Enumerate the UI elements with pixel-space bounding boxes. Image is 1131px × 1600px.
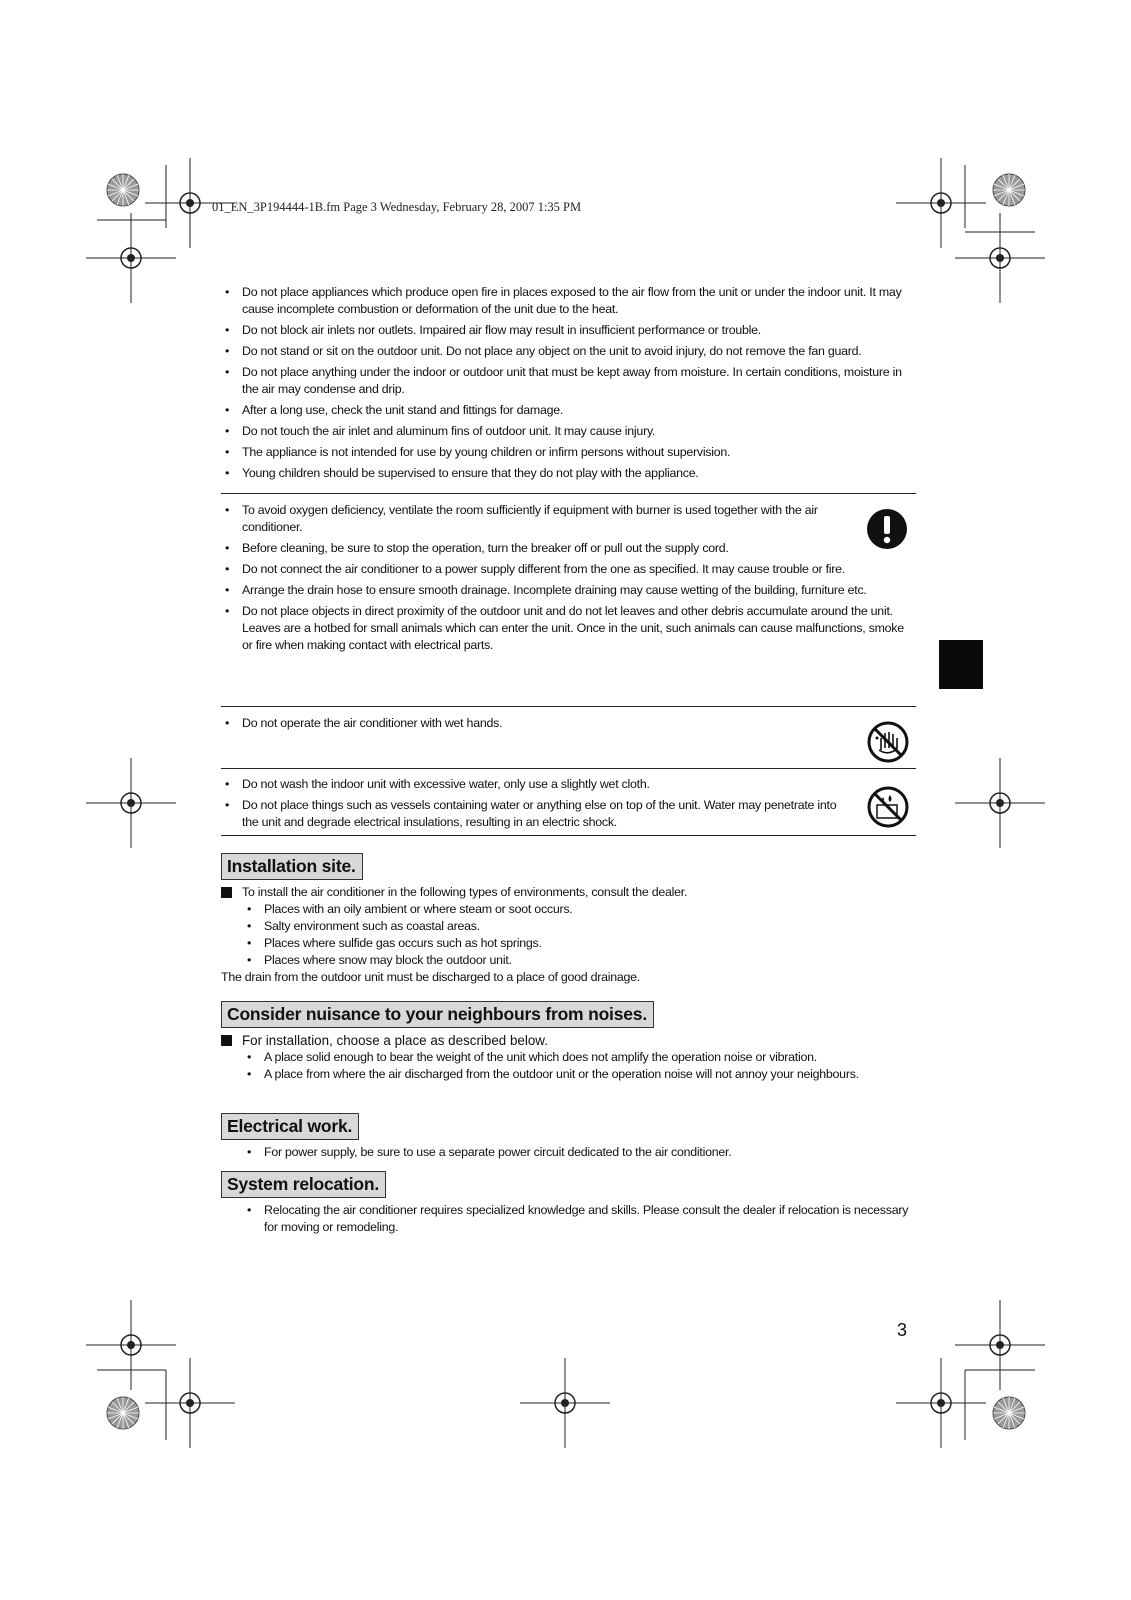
print-header: 01_EN_3P194444-1B.fm Page 3 Wednesday, February 28, 2007 1:35 PM (212, 200, 582, 214)
mandatory-extra-paragraph: Leaves are a hotbed for small animals which can enter the unit. Once in the unit, such animals can cause malfunctions, smoke or fire when making contact with electrical parts. (242, 621, 904, 652)
list-item: • Do not place objects in direct proximity of the outdoor unit and do not let leaves and other debris accumulate around the unit. (221, 603, 916, 620)
exclamation-icon (866, 508, 908, 550)
noise-heading: Consider nuisance to your neighbours from noises. (221, 1001, 654, 1028)
relocation-list (221, 1202, 916, 1236)
list-item: • To avoid oxygen deficiency, ventilate the room sufficiently if equipment with burner is used together with the air conditioner. (221, 502, 850, 536)
relocation-heading: System relocation. (221, 1171, 386, 1198)
list-item: • Places where snow may block the outdoor unit. (221, 952, 916, 969)
relocation-block (221, 1202, 916, 1240)
mandatory-notes-block (221, 502, 916, 654)
water-notes-list (221, 776, 916, 831)
square-bullet-icon (221, 887, 232, 898)
list-item: • Do not stand or sit on the outdoor unit. Do not place any object on the unit to avoid injury, do not remove the fan guard. (221, 343, 916, 360)
divider (221, 493, 916, 494)
no-wet-hands-icon (866, 720, 910, 764)
noise-list (221, 1049, 916, 1083)
list-item: • Do not operate the air conditioner with wet hands. (221, 715, 850, 732)
installation-block (221, 884, 916, 986)
list-item: • The appliance is not intended for use by young children or infirm persons without supervision. (221, 444, 916, 461)
list-item: • Arrange the drain hose to ensure smooth drainage. Incomplete draining may cause wetting of the building, furniture etc. (221, 582, 916, 599)
installation-intro (221, 884, 916, 901)
installation-heading: Installation site. (221, 853, 363, 880)
installation-footer: The drain from the outdoor unit must be discharged to a place of good drainage. (221, 970, 641, 984)
electrical-block (221, 1144, 916, 1165)
list-item: • Before cleaning, be sure to stop the operation, turn the breaker off or pull out the supply cord. (221, 540, 850, 557)
section-tab-marker (939, 640, 983, 689)
list-item: • Do not place anything under the indoor or outdoor unit that must be kept away from moisture. In certain conditions, moisture in the air may condense and drip. (221, 364, 916, 398)
list-item: • Salty environment such as coastal areas. (221, 918, 916, 935)
divider (221, 835, 916, 836)
general-notes-block (221, 284, 916, 486)
list-item: • A place solid enough to bear the weight of the unit which does not amplify the operation noise or vibration. (221, 1049, 916, 1066)
wet-hands-list (221, 715, 916, 732)
noise-intro (221, 1032, 916, 1049)
list-item: • Do not wash the indoor unit with excessive water, only use a slightly wet cloth. (221, 776, 850, 793)
list-item: • Places with an oily ambient or where steam or soot occurs. (221, 901, 916, 918)
divider (221, 706, 916, 707)
list-item: • Do not place things such as vessels containing water or anything else on top of the unit. Water may penetrate into the unit and degrade electrical insulations, resulting in an electric shock. (221, 797, 850, 831)
mandatory-notes-list (221, 502, 916, 578)
mandatory-notes-list-wide (221, 582, 916, 620)
list-item: • For power supply, be sure to use a separate power circuit dedicated to the air conditioner. (221, 1144, 916, 1161)
list-item: • A place from where the air discharged from the outdoor unit or the operation noise will not annoy your neighbours. (221, 1066, 916, 1083)
installation-intro-text: To install the air conditioner in the following types of environments, consult the dealer. (242, 885, 688, 899)
list-item: • Places where sulfide gas occurs such as hot springs. (221, 935, 916, 952)
list-item: • After a long use, check the unit stand and fittings for damage. (221, 402, 916, 419)
list-item: • Young children should be supervised to ensure that they do not play with the appliance. (221, 465, 916, 482)
electrical-list (221, 1144, 916, 1161)
no-water-icon (866, 785, 910, 829)
list-item: • Do not block air inlets nor outlets. Impaired air flow may result in insufficient performance or trouble. (221, 322, 916, 339)
square-bullet-icon (221, 1035, 232, 1046)
list-item: • Do not touch the air inlet and aluminum fins of outdoor unit. It may cause injury. (221, 423, 916, 440)
list-item: • Do not connect the air conditioner to a power supply different from the one as specified. It may cause trouble or fire. (221, 561, 850, 578)
noise-block (221, 1032, 916, 1083)
wet-hands-block (221, 715, 916, 736)
general-notes-list (221, 284, 916, 482)
list-item: • Do not place appliances which produce open fire in places exposed to the air flow from the unit or under the indoor unit. It may cause incomplete combustion or deformation of the unit due to the heat. (221, 284, 916, 318)
list-item: • Relocating the air conditioner requires specialized knowledge and skills. Please consult the dealer if relocation is necessary for moving or remodeling. (221, 1202, 916, 1236)
noise-intro-text: For installation, choose a place as described below. (242, 1033, 548, 1048)
installation-list (221, 901, 916, 969)
water-notes-block (221, 776, 916, 835)
divider (221, 768, 916, 769)
electrical-heading: Electrical work. (221, 1113, 359, 1140)
page-number: 3 (897, 1320, 908, 1340)
